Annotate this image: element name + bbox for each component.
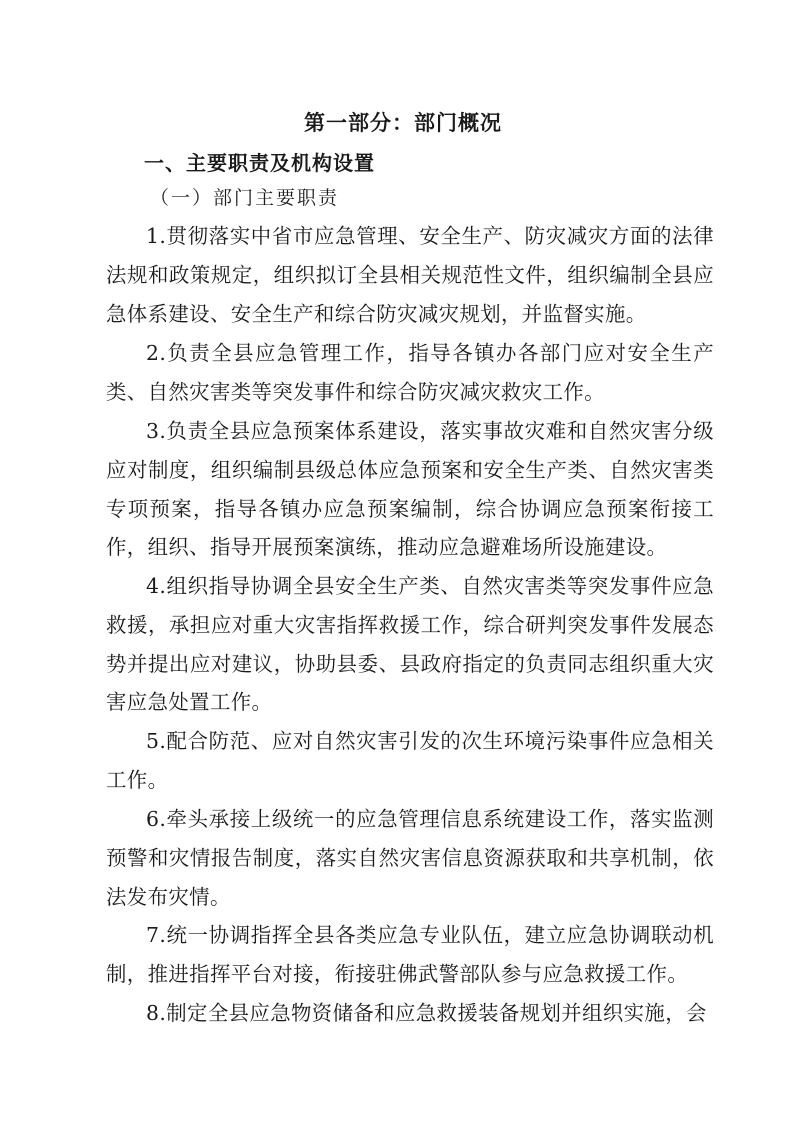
duty-paragraph-2: 2.负责全县应急管理工作，指导各镇办各部门应对安全生产类、自然灾害类等突发事件和综合防灾减灾救灾工作。 [106, 341, 714, 404]
section-heading: 一、主要职责及机构设置 [144, 151, 375, 175]
duty-paragraph-4: 4.组织指导协调全县安全生产类、自然灾害类等突发事件应急救援，承担应对重大灾害指挥救援工作，综合研判突发事件发展态势并提出应对建议，协助县委、县政府指定的负责同志组织重大灾害应急处置工作。 [106, 574, 714, 715]
duty-paragraph-8: 8.制定全县应急物资储备和应急救援装备规划并组织实施，会 [146, 1001, 707, 1025]
duty-paragraph-7: 7.统一协调指挥全县各类应急专业队伍，建立应急协调联动机制，推进指挥平台对接，衔接驻佛武警部队参与应急救援工作。 [106, 923, 714, 986]
duty-paragraph-5: 5.配合防范、应对自然灾害引发的次生环境污染事件应急相关工作。 [106, 729, 714, 792]
duty-paragraph-1: 1.贯彻落实中省市应急管理、安全生产、防灾减灾方面的法律法规和政策规定，组织拟订全县相关规范性文件，组织编制全县应急体系建设、安全生产和综合防灾减灾规划，并监督实施。 [106, 224, 714, 326]
duty-paragraph-3: 3.负责全县应急预案体系建设，落实事故灾难和自然灾害分级应对制度，组织编制县级总体应急预案和安全生产类、自然灾害类专项预案，指导各镇办应急预案编制，综合协调应急预案衔接工作，组织、指导开展预案演练，推动应急避难场所设施建设。 [106, 419, 714, 560]
duty-paragraph-6: 6.牵头承接上级统一的应急管理信息系统建设工作，落实监测预警和灾情报告制度，落实自然灾害信息资源获取和共享机制，依法发布灾情。 [106, 807, 714, 909]
page-title: 第一部分：部门概况 [304, 111, 502, 135]
subsection-heading: （一）部门主要职责 [150, 187, 340, 209]
